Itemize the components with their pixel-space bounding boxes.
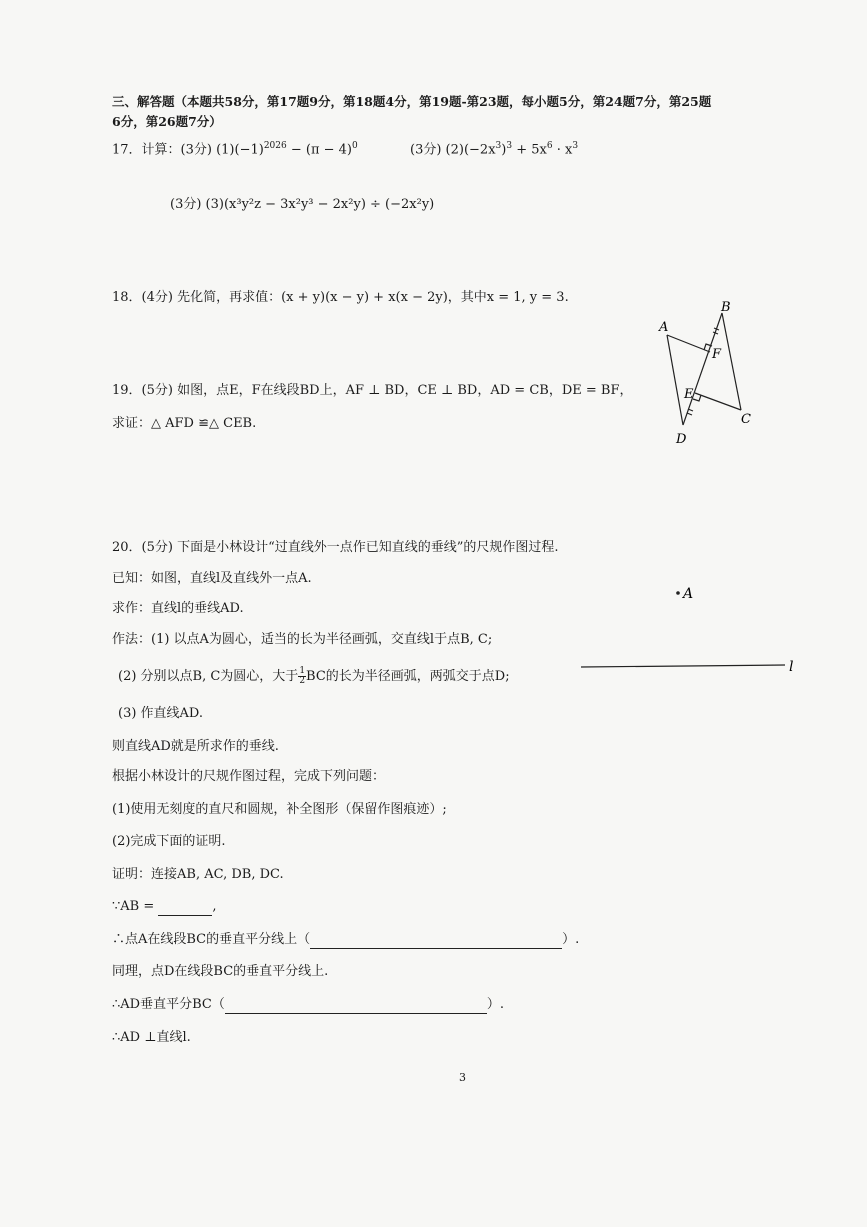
section-header-line1: 三、解答题（本题共58分，第17题9分，第18题4分，第19题-第23题，每小题5分，第24题7分，第25题 bbox=[112, 94, 712, 109]
fraction-denominator: 2 bbox=[299, 676, 306, 686]
page-number: 3 bbox=[459, 1071, 466, 1084]
q20-method3: (3) 作直线AD. bbox=[118, 706, 204, 721]
q20-because-end: , bbox=[212, 899, 217, 914]
fraction-numerator: 1 bbox=[299, 666, 306, 676]
tick-mark-DE-2 bbox=[687, 413, 692, 415]
q20-method2-a: (2) 分别以点B, C为圆心，大于 bbox=[118, 669, 299, 684]
q20-therefore1-b: ）. bbox=[562, 932, 580, 947]
q20-title: 20．(5分) 下面是小林设计“过直线外一点作已知直线的垂线”的尺规作图过程. bbox=[112, 540, 559, 555]
q17-part1 bbox=[112, 137, 358, 159]
segment-AF bbox=[667, 335, 710, 352]
figure20-label-l: l bbox=[789, 659, 794, 675]
q17-p2-exp1: 3 bbox=[495, 141, 502, 151]
q17-p1-exp: 2026 bbox=[263, 141, 287, 151]
q20-method2-b: BC的长为半径画弧，两弧交于点D; bbox=[306, 669, 510, 684]
figure-19-diagram bbox=[650, 295, 760, 450]
figure19-label-D: D bbox=[676, 432, 687, 447]
segment-BC bbox=[722, 313, 741, 410]
q20-therefore1-a: ∴点A在线段BC的垂直平分线上（ bbox=[112, 932, 311, 947]
q20-therefore2-b: ）. bbox=[486, 997, 504, 1012]
q17-p2-a: (3分) (2)(−2x bbox=[410, 142, 496, 158]
right-angle-mark-E bbox=[693, 395, 701, 401]
q20-because: ∵AB = bbox=[112, 899, 155, 914]
figure19-label-F: F bbox=[712, 347, 722, 362]
q20-instruction: 根据小林设计的尺规作图过程，完成下列问题： bbox=[112, 769, 386, 784]
section-header-line2: 6分，第26题7分） bbox=[112, 114, 222, 129]
q20-therefore2-a: ∴AD垂直平分BC（ bbox=[112, 997, 225, 1012]
answer-blank-ab[interactable] bbox=[158, 901, 212, 916]
q17-p2-c: + 5x bbox=[512, 142, 547, 158]
q20-task2: (2)完成下面的证明. bbox=[112, 834, 226, 849]
q17-p2-b: ) bbox=[501, 142, 507, 158]
q20-method2 bbox=[118, 667, 510, 686]
q20-method1: 作法：(1) 以点A为圆心，适当的长为半径画弧，交直线l于点B, C; bbox=[112, 632, 493, 647]
q17-p2-exp3: 6 bbox=[546, 141, 553, 151]
q20-therefore1-line bbox=[112, 931, 579, 949]
figure-20-diagram bbox=[575, 580, 805, 680]
q20-known: 已知：如图，直线l及直线外一点A. bbox=[112, 571, 312, 586]
segment-BD bbox=[683, 313, 722, 425]
q17-part3: (3分) (3)(x³y²z − 3x²y³ − 2x²y) ÷ (−2x²y) bbox=[170, 197, 435, 212]
q20-conclusion: 则直线AD就是所求作的垂线. bbox=[112, 739, 279, 754]
figure19-label-C: C bbox=[741, 412, 751, 427]
q19-line2: 求证：△ AFD ≌△ CEB. bbox=[112, 416, 257, 431]
q20-because-line bbox=[112, 898, 217, 916]
figure19-label-A: A bbox=[659, 320, 669, 335]
q17-p1-exp2: 0 bbox=[352, 141, 358, 151]
q17-part2 bbox=[410, 137, 578, 159]
segment-AD bbox=[667, 335, 683, 425]
q20-therefore3: ∴AD ⊥直线l. bbox=[112, 1030, 191, 1045]
q20-task1: (1)使用无刻度的直尺和圆规，补全图形（保留作图痕迹）; bbox=[112, 802, 447, 817]
q18-text: 18．(4分) 先化简，再求值：(x + y)(x − y) + x(x − 2y)，其中x = 1, y = 3. bbox=[112, 290, 569, 305]
q17-p1-rest: − (π − 4) bbox=[286, 142, 352, 158]
q17-p2-d: · x bbox=[552, 142, 573, 158]
q20-therefore2-line bbox=[112, 996, 504, 1014]
fraction-half bbox=[298, 667, 306, 686]
figure19-label-B: B bbox=[721, 300, 731, 315]
q20-find: 求作：直线l的垂线AD. bbox=[112, 601, 244, 616]
q17-p2-exp2: 3 bbox=[506, 141, 513, 151]
q19-line1: 19．(5分) 如图，点E，F在线段BD上，AF ⊥ BD，CE ⊥ BD，AD = CB，DE = BF， bbox=[112, 383, 633, 398]
q20-proof-intro: 证明：连接AB, AC, DB, DC. bbox=[112, 867, 284, 882]
answer-blank-reason1[interactable] bbox=[310, 934, 562, 949]
figure20-label-A: A bbox=[683, 586, 694, 602]
point-A-dot bbox=[676, 591, 680, 595]
q17-p2-exp4: 3 bbox=[572, 141, 579, 151]
figure19-label-E: E bbox=[684, 387, 694, 402]
segment-CE bbox=[695, 393, 741, 410]
line-l bbox=[581, 665, 785, 667]
q20-similarly: 同理，点D在线段BC的垂直平分线上. bbox=[112, 964, 329, 979]
answer-blank-reason2[interactable] bbox=[225, 999, 487, 1014]
q17-prefix: 17．计算：(3分) (1)(−1) bbox=[112, 142, 264, 158]
